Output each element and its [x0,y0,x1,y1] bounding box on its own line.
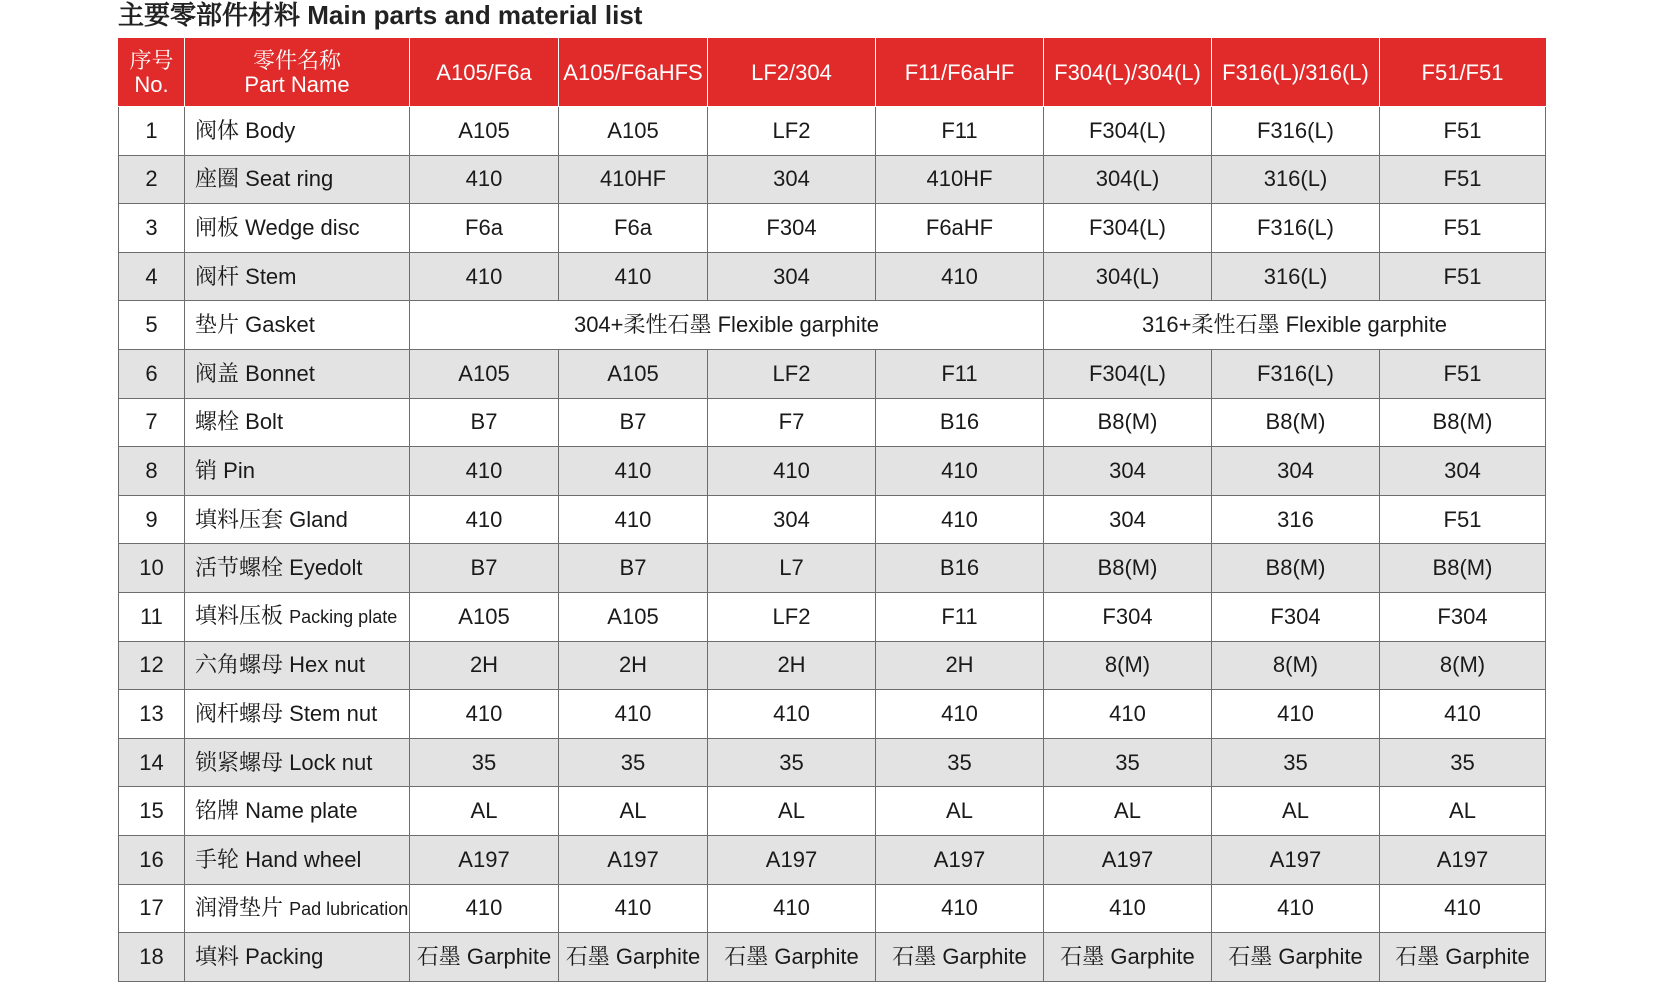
header-material-3: LF2/304 [708,39,876,107]
header-material-2: A105/F6aHFS [559,39,708,107]
part-name-cn: 闸板 [195,214,240,240]
material-cell: F304(L) [1044,107,1212,156]
material-cell: 410 [559,690,708,739]
table-row [119,155,1546,204]
header-no [119,39,185,107]
part-name-cn: 填料压套 [195,506,284,532]
material-cell: F316(L) [1212,349,1380,398]
table-row [119,933,1546,982]
material-cell: 410 [876,690,1044,739]
material-cell: A197 [1212,835,1380,884]
material-cell: 410 [559,447,708,496]
material-cell: A105 [559,592,708,641]
part-name-cn: 阀盖 [195,360,240,386]
part-name-en: Eyedolt [289,555,363,581]
part-name-cn: 阀杆螺母 [195,700,284,726]
table-row [119,544,1546,593]
part-name-cn: 垫片 [195,312,240,338]
material-cell: F11 [876,592,1044,641]
part-name-en: Wedge disc [245,214,360,240]
page-title: 主要零部件材料 Main parts and material list [118,0,643,30]
material-cell: AL [1044,787,1212,836]
table-row [119,495,1546,544]
material-cell: 410 [410,495,559,544]
header-no-cn: 序号 [129,47,174,73]
header-material-7: F51/F51 [1380,39,1546,107]
material-cell: 2H [876,641,1044,690]
part-name [185,884,410,933]
material-cell: 8(M) [1380,641,1546,690]
material-cell: 410 [876,252,1044,301]
header-name-cn: 零件名称 [252,47,341,73]
material-cell: B7 [559,544,708,593]
part-name-cn: 螺栓 [195,409,240,435]
material-cell: 35 [410,738,559,787]
material-cell: 304(L) [1044,155,1212,204]
material-cell: B16 [876,544,1044,593]
material-cell: F11 [876,107,1044,156]
part-name-en: Lock nut [289,749,373,775]
header-material-5: F304(L)/304(L) [1044,39,1212,107]
material-cell: 410 [410,447,559,496]
part-name-en: Stem nut [289,700,378,726]
material-cell: 35 [1380,738,1546,787]
material-cell: F316(L) [1212,204,1380,253]
material-cell: 410 [876,447,1044,496]
table-row [119,252,1546,301]
material-cell: F51 [1380,252,1546,301]
material-cell: F51 [1380,204,1546,253]
material-cell: 410 [559,252,708,301]
part-name-en: Seat ring [245,166,334,192]
material-cell: B8(M) [1044,398,1212,447]
part-name-cn: 填料压板 [195,603,284,629]
material-cell: F7 [708,398,876,447]
row-number: 13 [119,690,185,739]
material-cell: 410 [1212,884,1380,933]
part-name-cn: 销 [195,457,218,483]
part-name [185,544,410,593]
material-cell: B8(M) [1380,398,1546,447]
material-cell: B8(M) [1044,544,1212,593]
part-name-en: Pad lubrication [289,898,409,919]
row-number: 8 [119,447,185,496]
part-name-en: Stem [245,263,297,289]
material-cell: 410 [1044,884,1212,933]
material-cell: 316(L) [1212,155,1380,204]
part-name-cn: 手轮 [195,846,240,872]
material-cell: F51 [1380,495,1546,544]
material-cell: B7 [410,544,559,593]
material-cell: 2H [559,641,708,690]
material-cell: F304 [1044,592,1212,641]
material-cell: B7 [410,398,559,447]
material-cell: F6a [559,204,708,253]
material-cell: 410HF [559,155,708,204]
material-cell: 304(L) [1044,252,1212,301]
material-cell: 8(M) [1212,641,1380,690]
material-cell: 304 [1044,447,1212,496]
material-cell: 410 [708,884,876,933]
header-no-en: No. [134,71,169,97]
material-cell: B8(M) [1212,544,1380,593]
part-name [185,787,410,836]
part-name-en: Gland [289,506,348,532]
table-row [119,592,1546,641]
material-cell: 石墨 Garphite [1044,933,1212,982]
material-cell: 410 [1044,690,1212,739]
material-cell: 石墨 Garphite [708,933,876,982]
part-name-en: Packing [245,943,324,969]
material-cell-merged: 304+柔性石墨 Flexible garphite [410,301,1044,350]
row-number: 2 [119,155,185,204]
material-cell: 410 [410,690,559,739]
material-cell: 410 [876,495,1044,544]
material-cell: LF2 [708,592,876,641]
material-cell: 35 [708,738,876,787]
material-cell: F6aHF [876,204,1044,253]
row-number: 15 [119,787,185,836]
row-number: 10 [119,544,185,593]
material-cell: F51 [1380,155,1546,204]
material-cell: A197 [1380,835,1546,884]
material-cell: AL [1380,787,1546,836]
material-cell: 35 [1212,738,1380,787]
part-name [185,690,410,739]
part-name-en: Body [245,117,296,143]
material-cell: 石墨 Garphite [410,933,559,982]
material-cell: B7 [559,398,708,447]
material-cell: AL [410,787,559,836]
material-cell: F304 [708,204,876,253]
row-number: 16 [119,835,185,884]
material-cell: L7 [708,544,876,593]
material-table [118,38,1546,982]
material-cell: F6a [410,204,559,253]
material-cell: AL [876,787,1044,836]
table-row [119,884,1546,933]
material-cell: 石墨 Garphite [559,933,708,982]
part-name [185,835,410,884]
part-name-cn: 活节螺栓 [195,555,284,581]
material-cell: 304 [708,155,876,204]
row-number: 11 [119,592,185,641]
part-name-cn: 阀体 [195,117,240,143]
part-name-en: Pin [223,457,255,483]
material-cell: 410 [876,884,1044,933]
part-name-cn: 铭牌 [195,798,240,824]
material-cell: A105 [410,592,559,641]
material-cell: 410 [410,884,559,933]
table-row [119,107,1546,156]
material-cell: F304 [1212,592,1380,641]
row-number: 7 [119,398,185,447]
table-row [119,204,1546,253]
material-cell: A197 [559,835,708,884]
material-cell: LF2 [708,349,876,398]
material-cell: 410 [559,495,708,544]
material-cell: F304(L) [1044,204,1212,253]
row-number: 18 [119,933,185,982]
material-cell: 35 [559,738,708,787]
part-name [185,349,410,398]
material-cell: F51 [1380,349,1546,398]
part-name-cn: 填料 [195,943,240,969]
material-cell: 304 [1212,447,1380,496]
material-cell: 410 [708,447,876,496]
material-cell: 石墨 Garphite [1212,933,1380,982]
material-cell: 410 [708,690,876,739]
part-name [185,155,410,204]
table-row [119,835,1546,884]
header-part-name [185,39,410,107]
row-number: 4 [119,252,185,301]
part-name [185,252,410,301]
table-row [119,301,1546,350]
material-cell: 石墨 Garphite [1380,933,1546,982]
row-number: 1 [119,107,185,156]
part-name [185,641,410,690]
material-cell: 410 [1380,690,1546,739]
material-cell: AL [1212,787,1380,836]
material-cell: A105 [410,107,559,156]
material-cell: A197 [1044,835,1212,884]
material-cell: A197 [708,835,876,884]
part-name-en: Gasket [245,312,315,338]
material-cell: 35 [876,738,1044,787]
row-number: 17 [119,884,185,933]
part-name [185,301,410,350]
part-name [185,447,410,496]
table-row [119,787,1546,836]
part-name-en: Bonnet [245,360,315,386]
material-cell: F51 [1380,107,1546,156]
material-cell: 410HF [876,155,1044,204]
part-name-en: Bolt [245,409,284,435]
part-name-cn: 座圈 [195,166,240,192]
table-row [119,641,1546,690]
material-cell: 316 [1212,495,1380,544]
table-row [119,447,1546,496]
material-cell: 410 [1212,690,1380,739]
part-name-en: Name plate [245,798,358,824]
material-cell: 410 [410,155,559,204]
material-cell: 304 [1380,447,1546,496]
material-cell: A197 [876,835,1044,884]
material-cell-merged: 316+柔性石墨 Flexible garphite [1044,301,1546,350]
part-name-cn: 六角螺母 [195,652,284,678]
row-number: 12 [119,641,185,690]
material-cell: 304 [1044,495,1212,544]
material-cell: A105 [559,107,708,156]
row-number: 6 [119,349,185,398]
header-row [119,39,1546,107]
material-cell: A105 [410,349,559,398]
material-cell: 8(M) [1044,641,1212,690]
part-name-en: Packing plate [289,607,398,628]
material-cell: F316(L) [1212,107,1380,156]
row-number: 3 [119,204,185,253]
material-cell: F304 [1380,592,1546,641]
part-name [185,495,410,544]
table-header [119,39,1546,107]
table-row [119,349,1546,398]
material-cell: LF2 [708,107,876,156]
material-cell: 410 [1380,884,1546,933]
part-name [185,933,410,982]
material-cell: 410 [410,252,559,301]
part-name-cn: 阀杆 [195,263,240,289]
header-material-4: F11/F6aHF [876,39,1044,107]
material-cell: 石墨 Garphite [876,933,1044,982]
material-cell: F304(L) [1044,349,1212,398]
material-cell: 316(L) [1212,252,1380,301]
material-cell: AL [559,787,708,836]
header-material-1: A105/F6a [410,39,559,107]
material-cell: AL [708,787,876,836]
row-number: 14 [119,738,185,787]
table-row [119,398,1546,447]
part-name-cn: 润滑垫片 [195,894,284,920]
material-cell: F11 [876,349,1044,398]
part-name [185,204,410,253]
part-name-en: Hand wheel [245,846,362,872]
material-cell: 410 [559,884,708,933]
part-name-en: Hex nut [289,652,365,678]
row-number: 9 [119,495,185,544]
material-cell: B16 [876,398,1044,447]
material-cell: 304 [708,252,876,301]
part-name [185,592,410,641]
part-name [185,107,410,156]
material-cell: 35 [1044,738,1212,787]
material-cell: A197 [410,835,559,884]
material-cell: 2H [708,641,876,690]
header-name-en: Part Name [244,71,350,97]
part-name-cn: 锁紧螺母 [195,749,284,775]
table-row [119,690,1546,739]
material-cell: B8(M) [1380,544,1546,593]
header-material-6: F316(L)/316(L) [1212,39,1380,107]
table-row [119,738,1546,787]
material-cell: B8(M) [1212,398,1380,447]
material-cell: 304 [708,495,876,544]
part-name [185,738,410,787]
row-number: 5 [119,301,185,350]
material-cell: 2H [410,641,559,690]
material-cell: A105 [559,349,708,398]
table-body [119,107,1546,982]
part-name [185,398,410,447]
